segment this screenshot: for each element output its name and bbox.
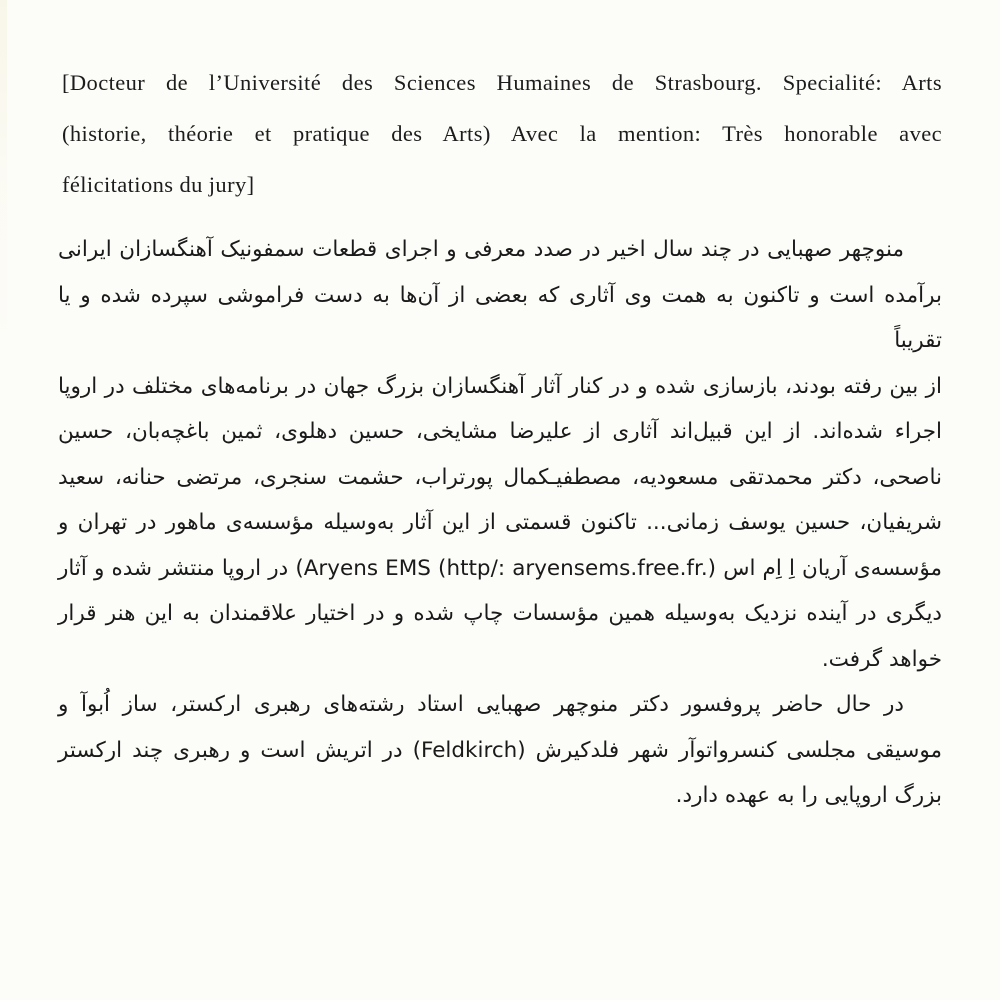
persian-line: دیگری در آینده نزدیک به‌وسیله همین مؤسسات چاپ شده و در اختیار علاقمندان به این هنر قرار [58, 601, 942, 626]
persian-line-with-latin-url: مؤسسه‌ی آریان اِ اِم اس ‎(Aryens EMS (http/: aryensems.free.fr.)‎ در اروپا منتشر شده و آثار [58, 555, 943, 581]
persian-line: برآمده است و تاکنون به همت وی آثاری که بعضی از آن‌ها به دست فراموشی سپرده شده و یا تقریباً [58, 282, 942, 353]
persian-line: موسیقی مجلسی کنسرواتوآر شهر فلدکیرش (Feldkirch) در اتریش است و رهبری چند ارکستر [58, 737, 943, 763]
persian-line: شریفیان، حسین یوسف زمانی... تاکنون قسمتی از این آثار به‌وسیله مؤسسه‌ی ماهور در تهران و [58, 510, 942, 535]
persian-line: منوچهر صهبایی در چند سال اخیر در صدد معرفی و اجرای قطعات سمفونیک آهنگسازان ایرانی [58, 237, 904, 262]
persian-line: اجراء شده‌اند. از این قبیل‌اند آثاری از علیرضا مشایخی، حسین دهلوی، ثمین باغچه‌بان، حسین [58, 419, 942, 444]
persian-paragraph-2 [58, 682, 942, 819]
french-note-line: (historie, théorie et pratique des Arts) Avec la mention: Très honorable avec [62, 121, 942, 146]
persian-paragraph-1 [58, 227, 942, 682]
persian-line: خواهد گرفت. [821, 646, 942, 672]
persian-line: در حال حاضر پروفسور دکتر منوچهر صهبایی استاد رشته‌های رهبری ارکستر، ساز اُبوآ و [58, 692, 904, 717]
persian-line: بزرگ اروپایی را به عهده دارد. [675, 783, 942, 808]
french-note-line: [Docteur de l’Université des Sciences Humaines de Strasbourg. Specialité: Arts [62, 70, 942, 95]
french-credentials-note [62, 57, 942, 210]
persian-biography-text [58, 227, 942, 819]
persian-line: از بین رفته بودند، بازسازی شده و در کنار آثار آهنگسازان بزرگ جهان در برنامه‌های مختلف در اروپا [58, 373, 942, 399]
french-note-line: félicitations du jury] [62, 172, 255, 197]
persian-line: ناصحی، دکتر محمدتقی مسعودیه، مصطفیـکمال پورتراب، حشمت سنجری، مرتضی حنانه، سعید [58, 464, 942, 490]
